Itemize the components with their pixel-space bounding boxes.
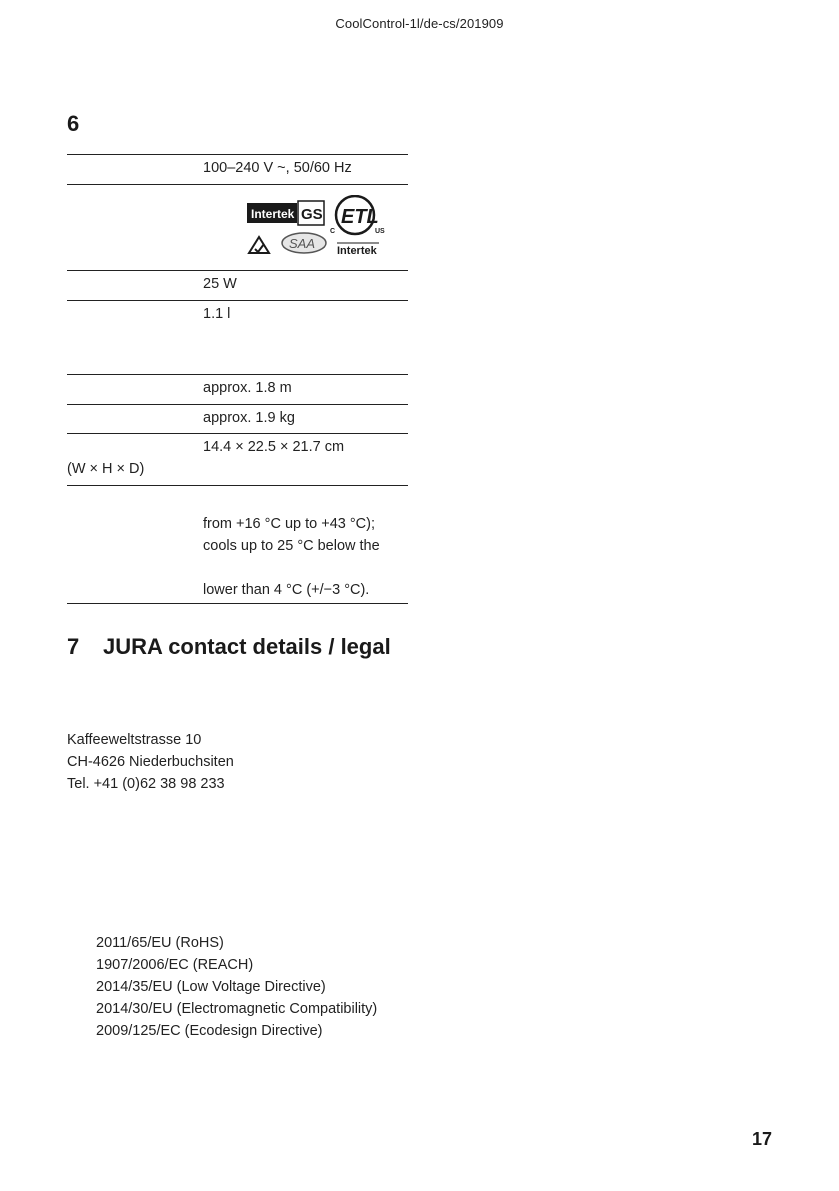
- cooling-line: from +16 °C up to +43 °C);: [203, 516, 375, 532]
- svg-text:SAA: SAA: [289, 236, 316, 251]
- spec-value-weight: approx. 1.9 kg: [203, 410, 295, 426]
- etl-listed-mark-icon: [330, 196, 385, 257]
- section-6-number: 6: [67, 111, 80, 136]
- directive-item: 2011/65/EU (RoHS): [96, 935, 224, 951]
- section-7-heading: JURA contact details / legal: [103, 634, 391, 659]
- spec-row-certifications: [67, 184, 408, 270]
- document-code-header: CoolControl-1l/de-cs/201909: [335, 16, 504, 31]
- spec-value-dimensions: 14.4 × 22.5 × 21.7 cm: [203, 439, 345, 455]
- spec-value-cable-length: approx. 1.8 m: [203, 380, 292, 396]
- certification-marks: [247, 195, 387, 263]
- rcm-mark-icon: [249, 237, 269, 253]
- directive-item: 1907/2006/EC (REACH): [96, 957, 254, 973]
- directive-item: 2014/35/EU (Low Voltage Directive): [96, 979, 326, 995]
- intertek-gs-mark-icon: [247, 201, 324, 225]
- section-7-number: 7: [67, 634, 80, 659]
- svg-text:C: C: [330, 228, 336, 235]
- address-line: CH-4626 Niederbuchsiten: [67, 754, 234, 770]
- spec-row-cable-length: [67, 374, 408, 404]
- cooling-line: cools up to 25 °C below the: [203, 538, 380, 554]
- spec-value-voltage: 100–240 V ~, 50/60 Hz: [203, 160, 352, 176]
- svg-text:Intertek: Intertek: [337, 245, 377, 257]
- phone-line: Tel. +41 (0)62 38 98 233: [67, 776, 225, 792]
- spec-value-capacity: 1.1 l: [203, 306, 231, 322]
- spec-row-weight: [67, 404, 408, 433]
- svg-text:ETL: ETL: [341, 206, 379, 228]
- page-number: 17: [752, 1129, 773, 1149]
- directive-item: 2014/30/EU (Electromagnetic Compatibility): [96, 1001, 378, 1017]
- spec-row-power: [67, 270, 408, 300]
- spec-label-dimensions: (W × H × D): [67, 461, 145, 477]
- svg-text:GS: GS: [301, 206, 323, 223]
- directive-item: 2009/125/EC (Ecodesign Directive): [96, 1023, 323, 1039]
- spec-value-power: 25 W: [203, 276, 237, 292]
- spec-value-cooling: [203, 513, 380, 601]
- contact-address: [67, 729, 234, 795]
- spec-row-cooling: [67, 485, 408, 604]
- address-line: Kaffeeweltstrasse 10: [67, 732, 202, 748]
- technical-data-table: [67, 154, 408, 604]
- svg-text:Intertek: Intertek: [251, 207, 295, 221]
- spec-row-dimensions: [67, 433, 408, 485]
- directives-list: [96, 932, 377, 1042]
- cooling-line: lower than 4 °C (+/−3 °C).: [203, 582, 370, 598]
- spec-row-capacity: [67, 300, 408, 374]
- section-7-title: [67, 634, 391, 660]
- svg-text:US: US: [375, 228, 385, 235]
- saa-mark-icon: [282, 233, 326, 253]
- spec-row-voltage: [67, 154, 408, 184]
